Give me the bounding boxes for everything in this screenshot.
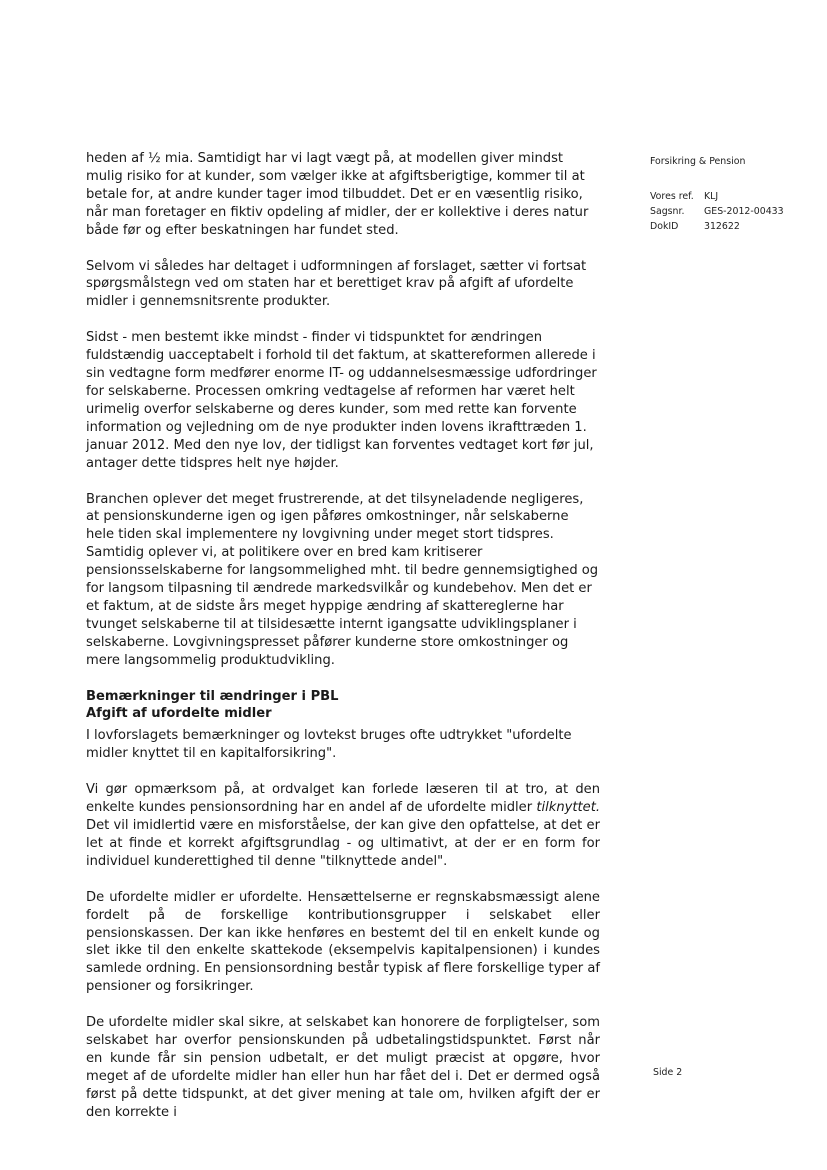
docid-label: DokID — [650, 221, 679, 232]
paragraph-6-text-b: Det vil imidlertid være en misforståelse, der kan give den opfattelse, at det er let at finde et korrekt afgiftsgrundlag - og ultimativt, at der er en form for individuel kunderettighed til denne "tilknyttede andel". — [86, 818, 600, 869]
paragraph-7: De ufordelte midler er ufordelte. Hensættelserne er regnskabsmæssigt alene fordelt på de forskellige kontributionsgrupper i selskabet eller pensionskassen. Der kan ikke henføres en bestemt del til en enkelt kunde og slet ikke til den enkelte skattekode (eksempelvis kapitalpensionen) i kundes samlede ordning. En pensionsordning består typisk af flere forskellige typer af pensioner og forsikringer. — [86, 889, 600, 995]
paragraph-6 — [86, 781, 600, 871]
paragraph-6-text-a: Vi gør opmærksom på, at ordvalget kan forlede læseren til at tro, at den enkelte kundes pensionsordning har en andel af de ufordelte midler — [86, 782, 600, 816]
paragraph-4: Branchen oplever det meget frustrerende, at det tilsyneladende negligeres, at pensionskunderne igen og igen påføres omkostninger, når selskaberne hele tiden skal implementere ny lovgivning under meget stort tidspres. Samtidig oplever vi, at politikere over en bred kam kritiserer pensionsselskaberne for langsommelighed mht. til bedre gennemsigtighed og for langsom tilpasning til ændrede markedsvilkår og kundebehov. Men det er et faktum, at de sidste års meget hyppige ændring af skattereglerne har tvunget selskaberne til at tilsidesætte internt igangsatte udviklingsplaner i selskaberne. Lovgivningspresset påfører kunderne store omkostninger og mere langsommelig produktudvikling. — [86, 491, 599, 668]
case-label: Sagsnr. — [650, 206, 685, 217]
case-row — [650, 204, 800, 219]
subsection-heading: Afgift af ufordelte midler — [86, 706, 272, 722]
page-number: Side 2 — [653, 1067, 683, 1078]
letter-body — [86, 150, 600, 1140]
reference-sidebar — [650, 154, 800, 234]
docid-value: 312622 — [704, 221, 740, 232]
paragraph-1: heden af ½ mia. Samtidigt har vi lagt vægt på, at modellen giver mindst mulig risiko for at kunder, som vælger ikke at afgiftsberigtige, kommer til at betale for, at andre kunder tager imod tilbuddet. Det er en væsentlig risiko, når man foretager en fiktiv opdeling af midler, der er kollektive i deres natur både før og efter beskatningen har fundet sted. — [86, 151, 589, 238]
paragraph-2: Selvom vi således har deltaget i udformningen af forslaget, sætter vi fortsat spørgsmålstegn ved om staten har et berettiget krav på afgift af ufordelte midler i gennemsnitsrente produkter. — [86, 258, 587, 310]
department-name: Forsikring & Pension — [650, 156, 746, 167]
paragraph-5: I lovforslagets bemærkninger og lovtekst bruges ofte udtrykket "ufordelte midler knyttet til en kapitalforsikring". — [86, 728, 572, 762]
ref-row — [650, 189, 800, 204]
ref-label: Vores ref. — [650, 191, 694, 202]
paragraph-3: Sidst - men bestemt ikke mindst - finder vi tidspunktet for ændringen fuldstændig uacceptabelt i forhold til det faktum, at skattereformen allerede i sin vedtagne form medfører enorme IT- og uddannelsesmæssige udfordringer for selskaberne. Processen omkring vedtagelse af reformen har været helt urimelig overfor selskaberne og deres kunder, som med rette kan forvente information og vejledning om de nye produkter inden lovens ikrafttræden 1. januar 2012. Med den nye lov, der tidligst kan forventes vedtaget kort før jul, antager dette tidspres helt nye højder. — [86, 330, 597, 471]
paragraph-8: De ufordelte midler skal sikre, at selskabet kan honorere de forpligtelser, som selskabet har overfor pensionskunden på udbetalingstidspunktet. Først når en kunde får sin pension udbetalt, er det muligt præcist at opgøre, hvor meget af de ufordelte midler han eller hun har fået del i. Det er dermed også først på dette tidspunkt, at det giver mening at tale om, hvilken afgift der er den korrekte i — [86, 1015, 600, 1120]
ref-value: KLJ — [704, 191, 719, 202]
case-value: GES-2012-00433 — [704, 206, 784, 217]
docid-row — [650, 219, 800, 234]
paragraph-6-emphasis: tilknyttet. — [536, 800, 600, 816]
section-heading: Bemærkninger til ændringer i PBL — [86, 688, 339, 704]
